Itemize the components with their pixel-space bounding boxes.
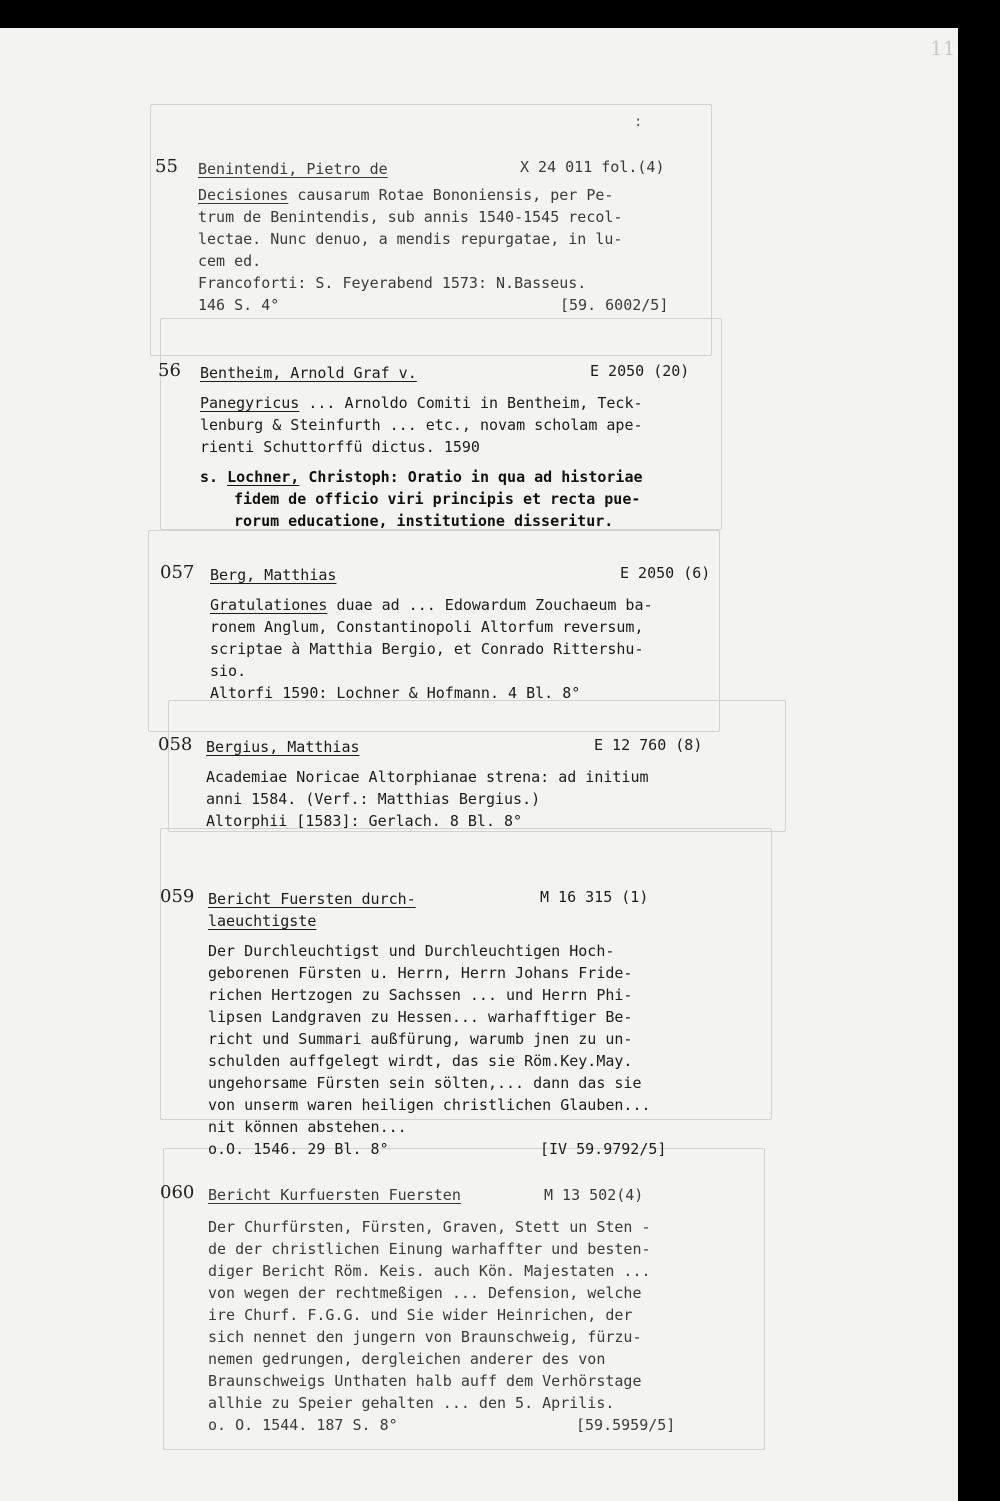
see-prefix: s. [200, 468, 219, 486]
see-also-line [200, 466, 643, 488]
entry-title-line [198, 184, 613, 206]
entry-text: Altorfi 1590: Lochner & Hofmann. 4 Bl. 8° [210, 684, 581, 702]
entry-number: 058 [158, 734, 193, 755]
entry-number: 56 [158, 360, 181, 381]
entry-text: lipsen Landgraven zu Hessen... warhafftiger Be- [208, 1008, 633, 1026]
entry-text: sich nennet den jungern von Braunschweig, fürzu- [208, 1328, 642, 1346]
entry-text: o.O. 1546. 29 Bl. 8° [208, 1140, 389, 1158]
entry-text: cem ed. [198, 252, 262, 270]
entry-title-word: Decisiones [198, 186, 289, 204]
entry-text: richen Hertzogen zu Sachssen ... und Herrn Phi- [208, 986, 633, 1004]
entry-text: Altorphii [1583]: Gerlach. 8 Bl. 8° [206, 812, 523, 830]
catalog-page [0, 28, 958, 1501]
entry-text: o. O. 1544. 187 S. 8° [208, 1416, 398, 1434]
entry-text: geborenen Fürsten u. Herrn, Herrn Johans Fride- [208, 964, 633, 982]
entry-text: von wegen der rechtmeßigen ... Defension, welche [208, 1284, 642, 1302]
entry-text: allhie zu Speier gehalten ... den 5. Aprilis. [208, 1394, 615, 1412]
see-text: rorum educatione, institutione disseritur. [234, 512, 614, 530]
entry-text: trum de Benintendis, sub annis 1540-1545 recol- [198, 208, 623, 226]
entry-text: sio. [210, 662, 247, 680]
entry-reference: [IV 59.9792/5] [540, 1140, 667, 1158]
margin-mark: : [634, 114, 643, 130]
entry-text: Academiae Noricae Altorphianae strena: ad initium [206, 768, 649, 786]
entry-text: scriptae à Matthia Bergio, et Conrado Rittershu- [210, 640, 644, 658]
entry-text: richt und Summari außfürung, warumb jnen zu un- [208, 1030, 633, 1048]
entry-text: von unserm waren heiligen christlichen Glauben... [208, 1096, 651, 1114]
entry-text: duae ad ... Edowardum Zouchaeum ba- [336, 596, 653, 614]
entry-shelfmark: X 24 011 fol.(4) [520, 158, 665, 176]
entry-text: ire Churf. F.G.G. und Sie wider Heinrichen, der [208, 1306, 633, 1324]
entry-text: 146 S. 4° [198, 296, 280, 314]
entry-text: ronem Anglum, Constantinopoli Altorfum reversum, [210, 618, 644, 636]
entry-reference: [59.5959/5] [576, 1416, 676, 1434]
entry-heading: Bergius, Matthias [206, 738, 360, 756]
entry-text: schulden auffgelegt wirdt, das sie Röm.Key.May. [208, 1052, 633, 1070]
entry-heading: Berg, Matthias [210, 566, 337, 584]
entry-text: rienti Schuttorffü dictus. 1590 [200, 438, 480, 456]
entry-heading: Bentheim, Arnold Graf v. [200, 364, 417, 382]
entry-title-line [200, 392, 643, 414]
entry-text: lenburg & Steinfurth ... etc., novam scholam ape- [200, 416, 643, 434]
entry-text: nemen gedrungen, dergleichen anderer des von [208, 1350, 606, 1368]
entry-heading-line: laeuchtigste [208, 912, 317, 930]
entry-shelfmark: M 16 315 (1) [540, 888, 649, 906]
see-text: Christoph: Oratio in qua ad historiae [308, 468, 643, 486]
entry-text: anni 1584. (Verf.: Matthias Bergius.) [206, 790, 541, 808]
entry-number: 55 [155, 156, 178, 177]
entry-text: ... Arnoldo Comiti in Bentheim, Teck- [308, 394, 643, 412]
entry-text: de der christlichen Einung warhaffter und besten- [208, 1240, 651, 1258]
entry-number: 057 [160, 562, 195, 583]
see-name: Lochner, [227, 468, 300, 486]
entry-text: diger Bericht Röm. Keis. auch Kön. Majestaten ... [208, 1262, 651, 1280]
entry-text: lectae. Nunc denuo, a mendis repurgatae, in lu- [198, 230, 623, 248]
entry-heading: Bericht Kurfuersten Fuersten [208, 1186, 461, 1204]
entry-number: 060 [160, 1182, 195, 1203]
entry-reference: [59. 6002/5] [560, 296, 669, 314]
entry-heading: Benintendi, Pietro de [198, 160, 388, 178]
entry-title-line [210, 594, 653, 616]
entry-text: Der Churfürsten, Fürsten, Graven, Stett un Sten - [208, 1218, 651, 1236]
entry-shelfmark: M 13 502(4) [544, 1186, 644, 1204]
entry-number: 059 [160, 886, 195, 907]
entry-text: Der Durchleuchtigst und Durchleuchtigen Hoch- [208, 942, 615, 960]
entry-text: nit können abstehen... [208, 1118, 407, 1136]
entry-text: Braunschweigs Unthaten halb auff dem Verhörstage [208, 1372, 642, 1390]
entry-text: Francoforti: S. Feyerabend 1573: N.Basseus. [198, 274, 587, 292]
see-text: fidem de officio viri principis et recta pue- [234, 490, 641, 508]
entry-title-word: Panegyricus [200, 394, 300, 412]
entry-shelfmark: E 2050 (20) [590, 362, 690, 380]
entry-text: causarum Rotae Bononiensis, per Pe- [297, 186, 614, 204]
entry-shelfmark: E 12 760 (8) [594, 736, 703, 754]
entry-heading-line: Bericht Fuersten durch- [208, 890, 416, 908]
entry-title-word: Gratulationes [210, 596, 328, 614]
entry-text: ungehorsame Fürsten sein sölten,... dann das sie [208, 1074, 642, 1092]
corner-mark: 11 [930, 36, 956, 60]
entry-shelfmark: E 2050 (6) [620, 564, 711, 582]
